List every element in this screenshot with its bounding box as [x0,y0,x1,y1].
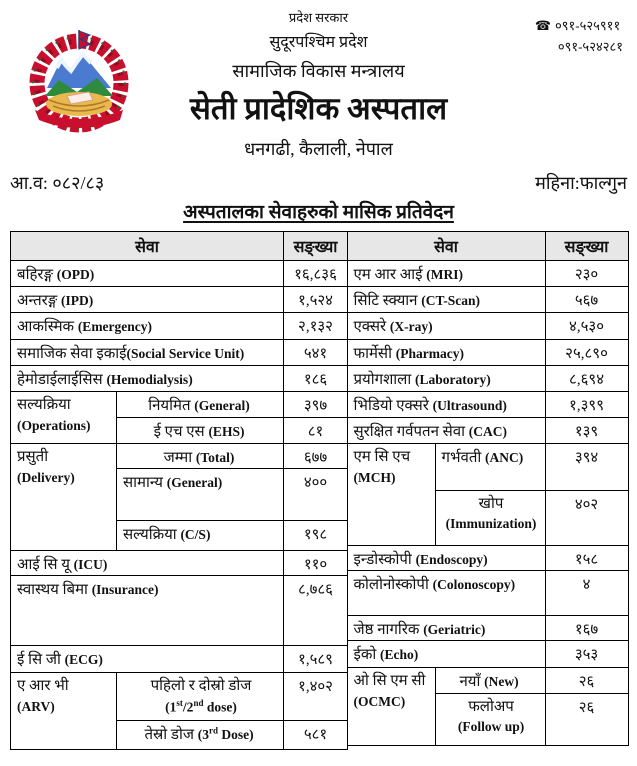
table-header-row [11,231,348,260]
service-name-en: (Geriatric) [423,621,486,637]
title-row [0,198,637,224]
service-name-en: (OCMC) [353,694,406,710]
en-part-sup: rd [208,725,218,736]
service-count: २६ [545,693,628,745]
service-count: ४०२ [545,490,628,545]
service-count: २,१३२ [284,312,348,339]
service-name: ई सि जी [17,651,61,668]
en-part-sup: nd [193,697,204,708]
service-count: ३९७ [284,391,348,417]
service-count: २३० [545,260,628,286]
service-name-en: (MRI) [426,266,463,282]
sub-service-name-en: (General) [194,397,250,413]
service-name-en: (IPD) [61,292,94,308]
service-name: प्रयोगशाला [353,371,412,388]
en-part: (1 [165,699,177,715]
sub-service-name-en [198,727,254,742]
sub-service-name: खोप [478,495,504,512]
service-row-ecg [11,645,348,672]
service-name: ओ सि एम सी [353,672,426,689]
sub-service-name-en: (C/S) [180,526,211,542]
service-row-mch-anc [347,443,628,490]
meta-row [0,171,637,195]
service-row-icu [11,550,348,575]
service-name-en: (MCH) [353,470,396,486]
service-name: जेष्ठ नागरिक [353,621,420,638]
report-tables [10,231,628,750]
service-name: ईको [353,646,377,663]
service-row-endoscopy [347,545,628,570]
sub-service-name: नयाँ [459,673,481,690]
service-name: सुरक्षित गर्वपतन सेवा [353,423,466,440]
service-count: १,४०२ [284,672,348,720]
sub-service-name: जम्मा [163,449,193,466]
sub-service-name-en: (EHS) [208,423,245,439]
service-count: २६ [545,667,628,693]
service-name-en: (Echo) [380,646,419,662]
month-value: फाल्गुन [579,172,627,193]
en-part: dose) [203,699,237,715]
service-name-en: (Emergency) [77,318,153,334]
month [535,171,627,195]
service-name: आई सि यू [17,556,70,573]
sub-service-name-en [123,697,279,717]
service-count: १,३९९ [545,391,628,417]
service-row-operations-general [11,391,348,417]
service-name-en: (Colonoscopy) [432,576,516,592]
service-name: एम आर आई [353,266,423,283]
phone-icon: ☎ [534,18,552,33]
service-name-en: (Pharmacy) [395,345,464,361]
phone-block [535,16,623,58]
service-name-en: (Ultrasound) [432,397,507,413]
service-count: ६७७ [284,443,348,468]
hospital-name: सेती प्रादेशिक अस्पताल [189,91,448,126]
service-row-colonoscopy [347,570,628,615]
service-count: १९८ [284,520,348,550]
service-group-operations [11,391,117,443]
services-table-left [10,231,348,750]
service-row-xray [347,312,628,339]
service-count: ४ [545,570,628,615]
sub-service-name: सामान्य [123,474,164,491]
column-header-count: सङ्ख्या [545,231,628,260]
service-name-en: (Insurance) [91,581,159,597]
sub-service-name: ई एच एस [153,423,205,440]
page-title: अस्पतालका सेवाहरुको मासिक प्रतिवेदन [183,201,454,223]
service-row-pharmacy [347,339,628,365]
column-header-count: सङ्ख्या [284,231,348,260]
sub-service-name-en: (Follow up) [457,718,525,734]
service-group-ocmc [347,667,435,745]
service-name-en: (Social Service Unit) [126,345,245,361]
service-count: २५,८९० [545,339,628,365]
service-count: १६७ [545,615,628,640]
service-row-ocmc-new [347,667,628,693]
service-row-arv-dose12 [11,672,348,720]
service-count: १५८ [545,545,628,570]
hospital-address: धनगढी, कैलाली, नेपाल [244,138,393,159]
service-name: आकस्मिक [17,318,75,335]
service-name-en: (ECG) [64,651,103,667]
service-name-en: (CAC) [468,423,508,439]
service-row-ipd [11,286,348,312]
column-header-service: सेवा [347,231,545,260]
fiscal-year [10,171,104,195]
service-name: अन्तरङ्ग [17,292,58,309]
service-row-echo [347,640,628,667]
service-name-en: (ARV) [17,699,55,715]
service-count: १३९ [545,417,628,443]
en-part-sup: st [176,697,183,708]
service-count: ५६७ [545,286,628,312]
service-name-en: (CT-Scan) [421,292,481,308]
service-name-en: (Hemodialysis) [106,371,193,387]
service-name: बहिरङ्ग [17,266,54,283]
en-part: Dose) [217,726,254,742]
service-name: स्वास्थय बिमा [17,581,88,598]
service-row-cac [347,417,628,443]
service-row-delivery-total [11,443,348,468]
service-count: ८,७८६ [284,575,348,645]
service-row-ct-scan [347,286,628,312]
service-count: १,५२४ [284,286,348,312]
service-count: ५४१ [284,339,348,365]
service-count: ३५३ [545,640,628,667]
service-name: भिडियो एक्सरे [353,397,429,414]
en-part: /2 [182,699,194,715]
sub-service-name-en: (General) [166,474,223,490]
service-name: प्रसुती [17,448,49,465]
service-count: ३९४ [545,443,628,490]
sub-service-name-en: (New) [484,673,519,689]
service-count: ८,६९४ [545,365,628,391]
service-name-en: (ICU) [73,556,108,572]
service-count: ५८१ [284,720,348,749]
table-header-row [347,231,628,260]
service-name-en: (Delivery) [17,470,75,486]
sub-service-name: तेस्रो डोज [144,726,194,743]
en-part: (3 [197,726,209,742]
service-row-ultrasound [347,391,628,417]
service-name: सिटि स्क्यान [353,292,418,309]
sub-service-name: सल्यक्रिया [123,526,177,543]
service-count: ४,५३० [545,312,628,339]
service-name: ए आर भी [17,677,69,694]
service-count: १८६ [284,365,348,391]
service-name: इन्डोस्कोपी [353,551,412,568]
service-row-laboratory [347,365,628,391]
service-name: एम सि एच [353,448,411,465]
ministry-line: सामाजिक विकास मन्त्रालय [232,61,405,81]
service-name: फार्मेसी [353,345,392,362]
fiscal-year-label: आ.व: [10,172,48,193]
service-name-en: (Laboratory) [414,371,491,387]
province-line: सुदूरपश्चिम प्रदेश [269,34,368,51]
service-row-social-service [11,339,348,365]
nepal-emblem-logo [20,28,138,136]
service-group-arv [11,672,117,749]
service-row-geriatric [347,615,628,640]
service-name: समाजिक सेवा इकाई [17,345,127,362]
sub-service-name-en: (Total) [195,449,235,465]
sub-service-name-en: (Immunization) [445,515,537,531]
phone-number-1: ०९१-५२५९११ [555,18,621,33]
services-table-right [347,231,629,746]
service-row-emergency [11,312,348,339]
column-header-service: सेवा [11,231,284,260]
service-name: कोलोनोस्कोपी [353,576,429,593]
service-name-en: (OPD) [56,266,95,282]
government-line: प्रदेश सरकार [288,10,349,25]
service-row-insurance [11,575,348,645]
service-row-opd [11,260,348,286]
service-name: एक्सरे [353,318,387,335]
service-name-en: (Endoscopy) [415,551,488,567]
sub-service-name-en: (ANC) [485,449,524,465]
service-count: ८१ [284,417,348,443]
service-row-mri [347,260,628,286]
service-count: ४०० [284,468,348,520]
service-name: हेमोडाईलाईसिस [17,371,103,388]
sub-service-name: फलोअप [468,698,514,715]
sub-service-name: पहिलो र दोस्रो डोज [150,677,252,694]
service-group-delivery [11,443,117,550]
service-group-mch [347,443,435,545]
fiscal-year-value: ०८२/८३ [52,172,105,193]
service-row-hemodialysis [11,365,348,391]
service-name-en: (X-ray) [389,318,433,334]
service-count: १६,८३६ [284,260,348,286]
service-count: ११० [284,550,348,575]
service-name: सल्यक्रिया [17,396,71,413]
service-count: १,५८९ [284,645,348,672]
sub-service-name: नियमित [148,397,191,414]
phone-number-2: ०९१-५२४२८१ [557,38,623,54]
sub-service-name: गर्भवती [441,449,482,466]
month-label: महिना: [535,172,580,193]
service-name-en: (Operations) [17,418,91,434]
